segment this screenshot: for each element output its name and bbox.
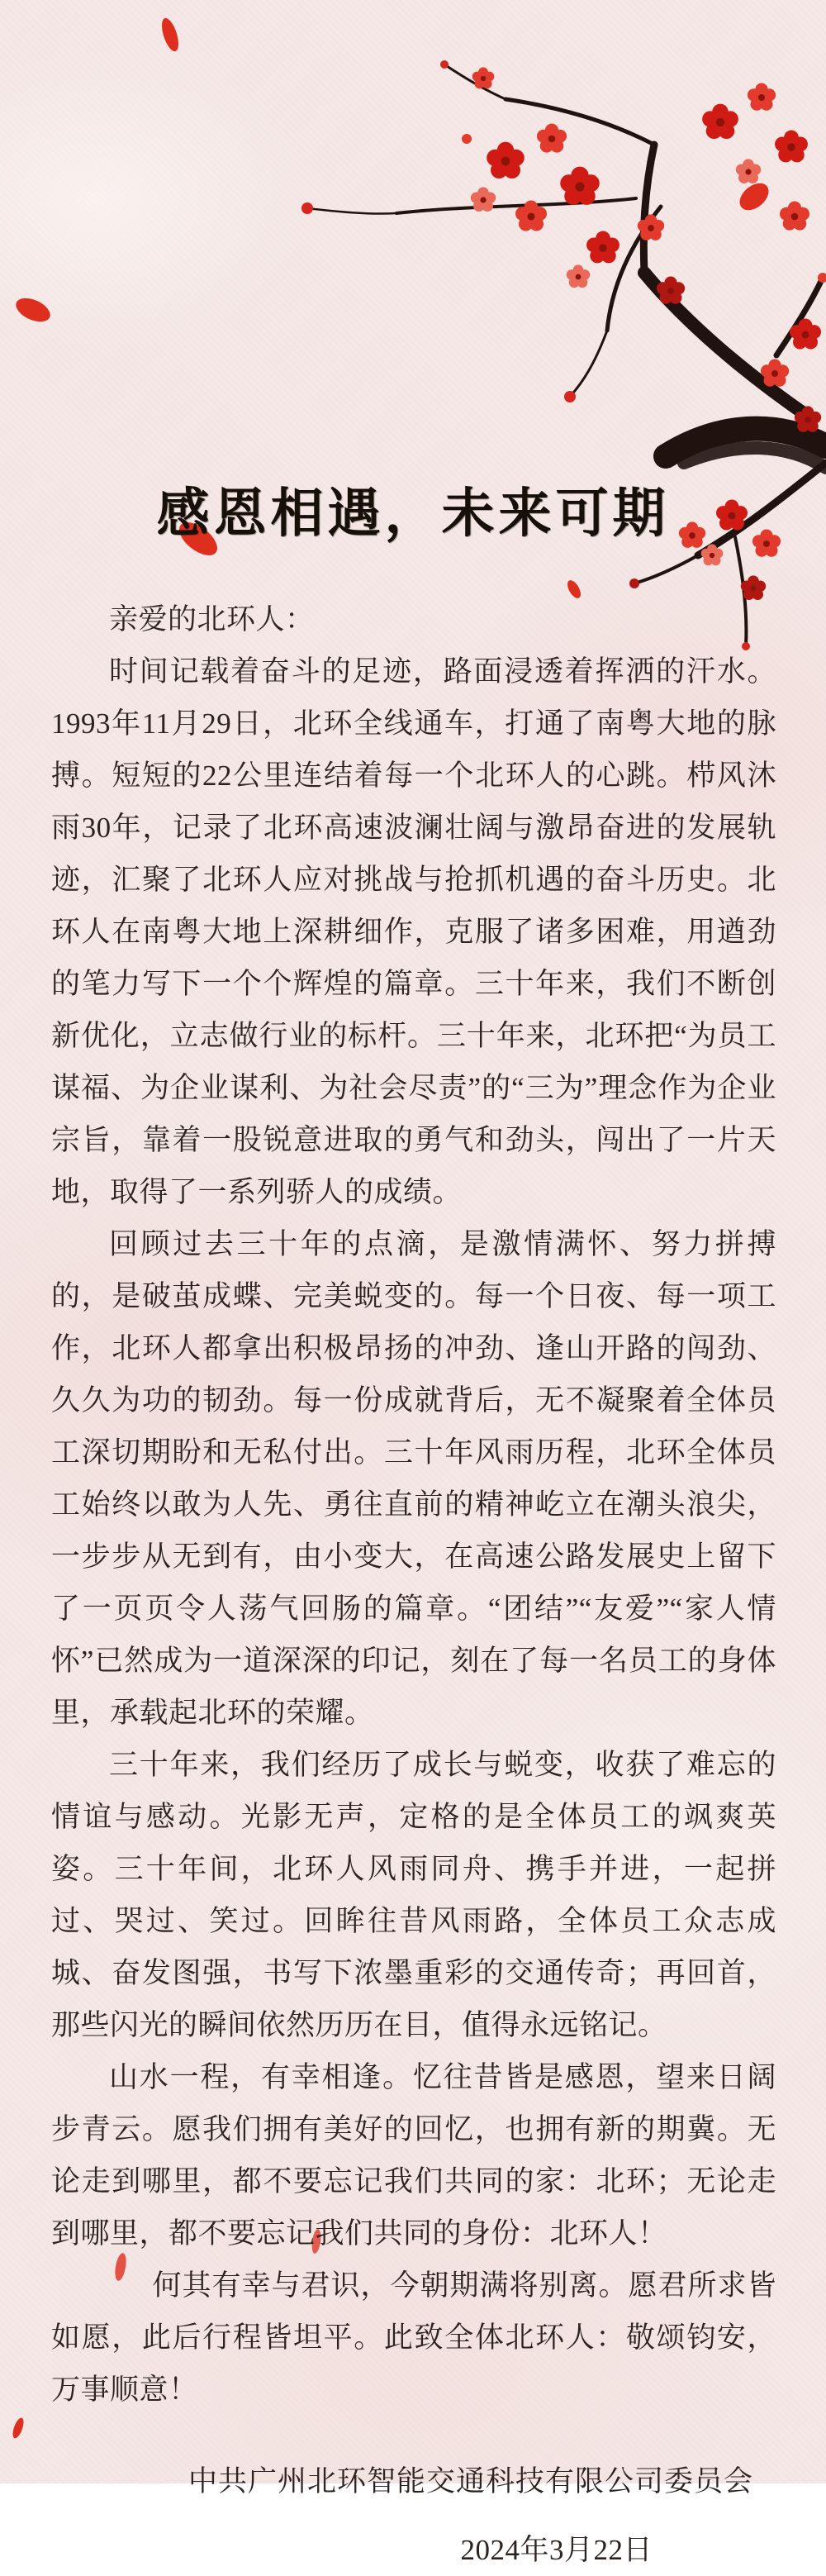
plum-branch-ink	[307, 64, 826, 646]
paragraph-4: 山水一程，有幸相逢。忆往昔皆是感恩，望来日阔步青云。愿我们拥有美好的回忆，也拥有新的期冀。无论走到哪里，都不要忘记我们共同的家：北环；无论走到哪里，都不要忘记我们共同的身份：北环人！	[51, 2061, 776, 2250]
paragraph-closing: 何其有幸与君识，今朝期满将别离。愿君所求皆如愿，此后行程皆坦平。此致全体北环人：敬颂钧安，万事顺意！	[51, 2269, 776, 2406]
salutation: 亲爱的北环人：	[109, 603, 315, 636]
blossom-cluster	[301, 60, 826, 650]
paragraph-1: 时间记载着奋斗的足迹，路面浸透着挥洒的汗水。1993年11月29日，北环全线通车，打通了南粤大地的脉搏。短短的22公里连结着每一个北环人的心跳。栉风沐雨30年，记录了北环高速波澜壮阔与激昂奋进的发展轨迹，汇聚了北环人应对挑战与抢抓机遇的奋斗历史。北环人在南粤大地上深耕细作，克服了诸多困难，用遒劲的笔力写下一个个辉煌的篇章。三十年来，我们不断创新优化，立志做行业的标杆。三十年来，北环把“为员工谋福、为企业谋利、为社会尽责”的“三为”理念作为企业宗旨，靠着一股锐意进取的勇气和劲头，闯出了一片天地，取得了一系列骄人的成绩。	[51, 655, 776, 1208]
page-title: 感恩相遇，未来可期	[156, 483, 670, 545]
signature: 中共广州北环智能交通科技有限公司委员会	[188, 2465, 753, 2497]
paragraph-2: 回顾过去三十年的点滴，是激情满怀、努力拼搏的，是破茧成蝶、完美蜕变的。每一个日夜、每一项工作，北环人都拿出积极昂扬的冲劲、逢山开路的闯劲、久久为功的韧劲。每一份成就背后，无不凝聚着全体员工深切期盼和无私付出。三十年风雨历程，北环全体员工始终以敢为人先、勇往直前的精神屹立在潮头浪尖，一步步从无到有，由小变大，在高速公路发展史上留下了一页页令人荡气回肠的篇章。“团结”“友爱”“家人情怀”已然成为一道深深的印记，刻在了每一名员工的身体里，承载起北环的荣耀。	[51, 1228, 776, 1729]
paragraph-3: 三十年来，我们经历了成长与蜕变，收获了难忘的情谊与感动。光影无声，定格的是全体员工的飒爽英姿。三十年间，北环人风雨同舟、携手并进，一起拼过、哭过、笑过。回眸往昔风雨路，全体员工众志成城、奋发图强，书写下浓墨重彩的交通传奇；再回首，那些闪光的瞬间依然历历在目，值得永远铭记。	[51, 1749, 776, 2041]
letter-date: 2024年3月22日	[460, 2534, 653, 2566]
letter-body	[51, 593, 776, 2576]
